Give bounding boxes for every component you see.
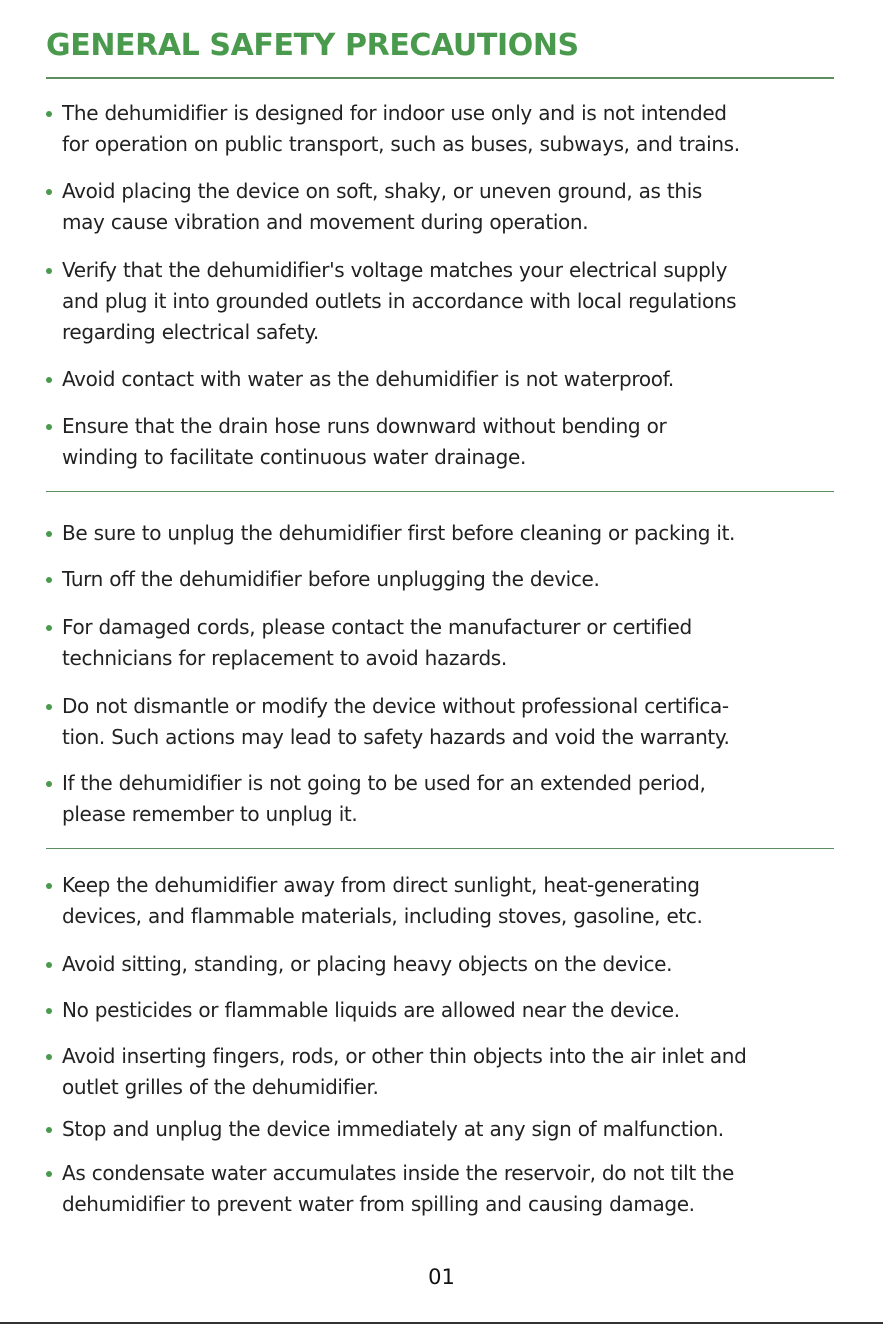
list-item	[46, 949, 836, 980]
item-text: tion. Such actions may lead to safety hazards and void the warranty.	[62, 725, 730, 749]
item-text: Verify that the dehumidifier's voltage matches your electrical supply	[62, 258, 728, 282]
section-divider	[46, 848, 834, 849]
list-item	[46, 564, 836, 595]
bullet-icon	[46, 1008, 52, 1014]
bullet-icon	[46, 424, 52, 430]
bullet-icon	[46, 781, 52, 787]
item-text: regarding electrical safety.	[62, 320, 319, 344]
bullet-icon	[46, 577, 52, 583]
item-text: for operation on public transport, such as buses, subways, and trains.	[62, 132, 740, 156]
list-item	[46, 870, 836, 932]
title-divider	[46, 77, 834, 79]
bullet-icon	[46, 1171, 52, 1177]
list-item	[46, 411, 836, 473]
item-text: Ensure that the drain hose runs downward without bending or	[62, 414, 667, 438]
item-text: Avoid inserting fingers, rods, or other thin objects into the air inlet and	[62, 1044, 747, 1068]
item-text: No pesticides or flammable liquids are allowed near the device.	[62, 998, 680, 1022]
item-text: Avoid sitting, standing, or placing heavy objects on the device.	[62, 952, 673, 976]
item-text: Keep the dehumidifier away from direct sunlight, heat-generating	[62, 873, 700, 897]
list-item	[46, 691, 836, 753]
list-item	[46, 1041, 836, 1103]
bullet-icon	[46, 111, 52, 117]
list-item	[46, 995, 836, 1026]
bullet-icon	[46, 883, 52, 889]
list-item	[46, 255, 836, 348]
item-text: outlet grilles of the dehumidifier.	[62, 1075, 379, 1099]
list-item	[46, 176, 836, 238]
item-text: Be sure to unplug the dehumidifier first before cleaning or packing it.	[62, 521, 736, 545]
list-item	[46, 1158, 836, 1220]
bullet-icon	[46, 377, 52, 383]
list-item	[46, 612, 836, 674]
list-item	[46, 98, 836, 160]
item-text: Do not dismantle or modify the device without professional certifica-	[62, 694, 729, 718]
bullet-icon	[46, 625, 52, 631]
item-text: Avoid contact with water as the dehumidifier is not waterproof.	[62, 367, 674, 391]
item-text: The dehumidifier is designed for indoor use only and is not intended	[62, 101, 727, 125]
bullet-icon	[46, 531, 52, 537]
bullet-icon	[46, 1054, 52, 1060]
item-text: may cause vibration and movement during operation.	[62, 210, 589, 234]
item-text: winding to facilitate continuous water drainage.	[62, 445, 526, 469]
item-text: devices, and flammable materials, including stoves, gasoline, etc.	[62, 904, 703, 928]
list-item	[46, 518, 836, 549]
list-item	[46, 364, 836, 395]
item-text: For damaged cords, please contact the manufacturer or certified	[62, 615, 692, 639]
page-number: 01	[428, 1265, 455, 1289]
section-divider	[46, 491, 834, 492]
list-item	[46, 768, 836, 830]
bullet-icon	[46, 1127, 52, 1133]
list-item	[46, 1114, 836, 1145]
item-text: technicians for replacement to avoid hazards.	[62, 646, 507, 670]
item-text: dehumidifier to prevent water from spilling and causing damage.	[62, 1192, 695, 1216]
bullet-icon	[46, 268, 52, 274]
item-text: and plug it into grounded outlets in accordance with local regulations	[62, 289, 737, 313]
item-text: If the dehumidifier is not going to be used for an extended period,	[62, 771, 706, 795]
item-text: Turn off the dehumidifier before unplugging the device.	[62, 567, 600, 591]
item-text: please remember to unplug it.	[62, 802, 358, 826]
item-text: Stop and unplug the device immediately at any sign of malfunction.	[62, 1117, 724, 1141]
bullet-icon	[46, 962, 52, 968]
page-title: GENERAL SAFETY PRECAUTIONS	[46, 28, 579, 63]
item-text: Avoid placing the device on soft, shaky, or uneven ground, as this	[62, 179, 703, 203]
bullet-icon	[46, 704, 52, 710]
bullet-icon	[46, 189, 52, 195]
item-text: As condensate water accumulates inside the reservoir, do not tilt the	[62, 1161, 734, 1185]
